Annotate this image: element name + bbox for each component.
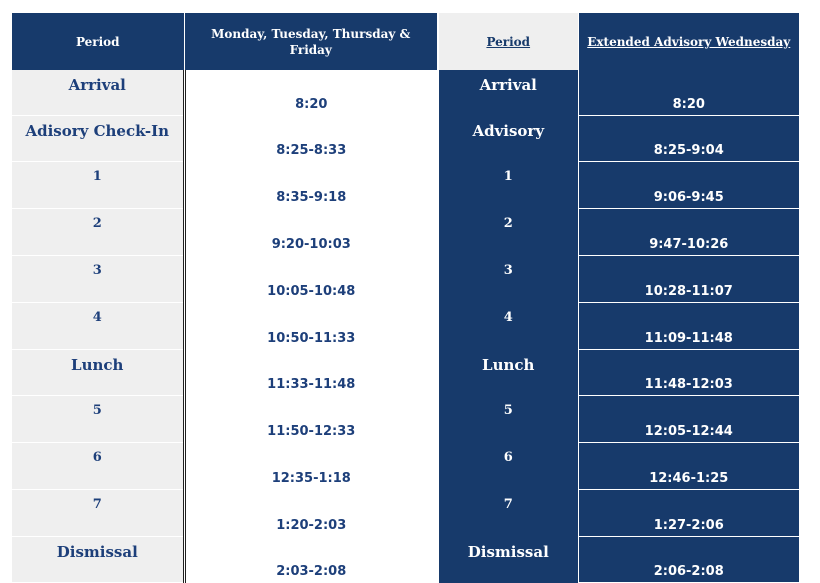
header-extended-advisory: Extended Advisory Wednesday <box>578 13 799 70</box>
regular-time-cell: 8:35-9:18 <box>184 162 438 209</box>
header-period-wednesday: Period <box>438 13 578 70</box>
period-cell: 5 <box>12 396 184 443</box>
regular-time-cell: 1:20-2:03 <box>184 490 438 537</box>
wed-time-cell: 2:06-2:08 <box>578 537 799 583</box>
period-cell: Adisory Check-In <box>12 116 184 162</box>
period-cell: 2 <box>12 209 184 256</box>
period-cell: 3 <box>12 256 184 303</box>
bell-schedule <box>12 13 799 579</box>
table-row <box>12 162 799 209</box>
wed-period-cell: 4 <box>438 303 578 350</box>
table-row <box>12 209 799 256</box>
regular-time-cell: 2:03-2:08 <box>184 537 438 583</box>
table-row <box>12 350 799 396</box>
regular-time-cell: 9:20-10:03 <box>184 209 438 256</box>
wed-time-cell: 11:48-12:03 <box>578 350 799 396</box>
table-row <box>12 256 799 303</box>
period-cell: 7 <box>12 490 184 537</box>
wed-period-cell: 2 <box>438 209 578 256</box>
period-cell: 6 <box>12 443 184 490</box>
wed-period-cell: 5 <box>438 396 578 443</box>
regular-time-cell: 8:20 <box>184 70 438 116</box>
table-row <box>12 70 799 116</box>
wed-time-cell: 8:25-9:04 <box>578 116 799 162</box>
period-cell: Arrival <box>12 70 184 116</box>
regular-time-cell: 12:35-1:18 <box>184 443 438 490</box>
table-row <box>12 303 799 350</box>
table-row <box>12 537 799 583</box>
wed-time-cell: 9:06-9:45 <box>578 162 799 209</box>
wed-time-cell: 11:09-11:48 <box>578 303 799 350</box>
regular-time-cell: 11:33-11:48 <box>184 350 438 396</box>
wed-time-cell: 9:47-10:26 <box>578 209 799 256</box>
header-regular-days: Monday, Tuesday, Thursday & Friday <box>184 13 438 70</box>
period-cell: 4 <box>12 303 184 350</box>
wed-time-cell: 1:27-2:06 <box>578 490 799 537</box>
regular-time-cell: 10:05-10:48 <box>184 256 438 303</box>
period-cell: 1 <box>12 162 184 209</box>
header-period: Period <box>12 13 184 70</box>
period-cell: Dismissal <box>12 537 184 583</box>
wed-time-cell: 12:46-1:25 <box>578 443 799 490</box>
table-row <box>12 116 799 162</box>
table-row <box>12 396 799 443</box>
wed-time-cell: 8:20 <box>578 70 799 116</box>
wed-period-cell: Arrival <box>438 70 578 116</box>
wed-time-cell: 10:28-11:07 <box>578 256 799 303</box>
wed-period-cell: 1 <box>438 162 578 209</box>
wed-period-cell: Dismissal <box>438 537 578 583</box>
table-row <box>12 443 799 490</box>
wed-period-cell: 6 <box>438 443 578 490</box>
schedule-table <box>12 13 799 583</box>
wed-period-cell: 7 <box>438 490 578 537</box>
table-row <box>12 490 799 537</box>
wed-period-cell: Advisory <box>438 116 578 162</box>
regular-time-cell: 10:50-11:33 <box>184 303 438 350</box>
header-row <box>12 13 799 70</box>
regular-time-cell: 11:50-12:33 <box>184 396 438 443</box>
wed-period-cell: Lunch <box>438 350 578 396</box>
wed-period-cell: 3 <box>438 256 578 303</box>
wed-time-cell: 12:05-12:44 <box>578 396 799 443</box>
regular-time-cell: 8:25-8:33 <box>184 116 438 162</box>
period-cell: Lunch <box>12 350 184 396</box>
